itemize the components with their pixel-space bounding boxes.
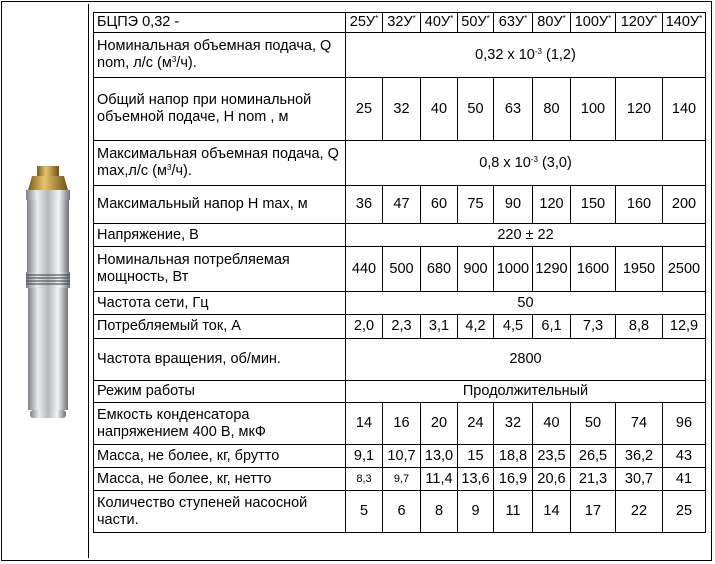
value-cell: 150 [571, 186, 616, 224]
value-cell: 2,0 [346, 315, 383, 339]
row-label: Масса, не более, кг, брутто [94, 445, 346, 468]
value-m3h: (3,0) [537, 154, 572, 171]
spec-row-stages [94, 491, 706, 533]
variant-header [383, 13, 421, 33]
row-label: Напряжение, В [94, 224, 346, 247]
value-cell: 22 [616, 491, 663, 533]
value-cell: 6 [383, 491, 421, 533]
value-cell: 50 [458, 78, 494, 141]
value-cell: 12,9 [663, 315, 706, 339]
value-cell: 5 [346, 491, 383, 533]
variant-mark: * [608, 14, 612, 23]
pump-upper-body [27, 200, 69, 272]
variant-mark: * [375, 14, 379, 23]
row-label: Потребляемый ток, А [94, 315, 346, 339]
value-cell: 43 [663, 445, 706, 468]
value-cell: 15 [458, 445, 494, 468]
merged-value-cell [346, 141, 706, 186]
variant-label: 50У [461, 14, 487, 30]
value-cell: 25 [663, 491, 706, 533]
row-label [94, 141, 346, 186]
value-cell: 100 [571, 78, 616, 141]
value-cell: 8,3 [346, 468, 383, 491]
variant-mark: * [699, 14, 703, 23]
value-cell: 40 [421, 78, 458, 141]
row-label: Частота сети, Гц [94, 292, 346, 315]
spec-row-capacitor [94, 403, 706, 445]
value-cell: 20 [421, 403, 458, 445]
label-text: /ч). [176, 55, 197, 71]
value-cell: 14 [346, 403, 383, 445]
model-label: БЦПЭ 0,32 - [94, 13, 346, 33]
value-cell: 440 [346, 247, 383, 292]
value-cell: 18,8 [494, 445, 533, 468]
spec-row-mass-gross [94, 445, 706, 468]
value-cell: 3,1 [421, 315, 458, 339]
value-cell: 63 [494, 78, 533, 141]
spec-row-power [94, 247, 706, 292]
value-cell: 120 [533, 186, 571, 224]
value-cell: 4,2 [458, 315, 494, 339]
value-cell: 36,2 [616, 445, 663, 468]
value-cell: 50 [571, 403, 616, 445]
value-cell: 2,3 [383, 315, 421, 339]
brass-head [28, 176, 68, 190]
value-cell: 500 [383, 247, 421, 292]
variant-label: 140У [665, 14, 700, 30]
spec-row-mode [94, 381, 706, 403]
value-cell: 11,4 [421, 468, 458, 491]
row-label: Частота вращения, об/мин. [94, 339, 346, 381]
spec-row-rotation [94, 339, 706, 381]
value-cell: 4,5 [494, 315, 533, 339]
spec-row-nominal-head [94, 78, 706, 141]
unit-exponent: 3 [167, 163, 172, 172]
variant-mark: * [412, 14, 416, 23]
variant-label: 25У [349, 14, 376, 30]
value-cell: 40 [533, 403, 571, 445]
value-cell: 9 [458, 491, 494, 533]
value-cell: 2500 [663, 247, 706, 292]
value-cell: 23,5 [533, 445, 571, 468]
variant-label: 63У [498, 14, 525, 30]
row-label: Номинальная потребляемая мощность, Вт [94, 247, 346, 292]
variant-mark: * [524, 14, 528, 23]
spec-row-current [94, 315, 706, 339]
value-cell: 10,7 [383, 445, 421, 468]
merged-value-cell: 2800 [346, 339, 706, 381]
row-label: Масса, не более, кг, нетто [94, 468, 346, 491]
value-cell: 24 [458, 403, 494, 445]
variant-label: 100У [574, 14, 609, 30]
pump-bottom-cap [30, 410, 66, 418]
value-cell: 1950 [616, 247, 663, 292]
pump-image-cell [4, 4, 89, 558]
variant-label: 80У [537, 14, 563, 30]
row-label: Общий напор при номинальной объемной подаче, H nom , м [94, 78, 346, 141]
value-cell: 96 [663, 403, 706, 445]
value-cell: 120 [616, 78, 663, 141]
merged-value-cell: 220 ± 22 [346, 224, 706, 247]
value-cell: 20,6 [533, 468, 571, 491]
label-text: /ч). [171, 163, 192, 179]
spec-row-voltage [94, 224, 706, 247]
value-cell: 900 [458, 247, 494, 292]
value-cell: 32 [383, 78, 421, 141]
variant-label: 120У [620, 14, 655, 30]
label-text: Номинальная объемная подача, Q nom, л/с (м [97, 38, 332, 71]
specification-table [93, 12, 706, 533]
value-cell: 17 [571, 491, 616, 533]
value-cell: 140 [663, 78, 706, 141]
value-cell: 41 [663, 468, 706, 491]
variant-header [421, 13, 458, 33]
variant-header [616, 13, 663, 33]
value-cell: 1290 [533, 247, 571, 292]
row-label: Количество ступеней насосной части. [94, 491, 346, 533]
value-cell: 60 [421, 186, 458, 224]
value-cell: 8,8 [616, 315, 663, 339]
row-label [94, 33, 346, 78]
value-cell: 25 [346, 78, 383, 141]
pump-motor-body [28, 288, 68, 410]
value-cell: 680 [421, 247, 458, 292]
value-cell: 11 [494, 491, 533, 533]
value-mantissa: 0,8 x 10 [479, 154, 531, 171]
merged-value-cell: 50 [346, 292, 706, 315]
value-cell: 1000 [494, 247, 533, 292]
value-cell: 7,3 [571, 315, 616, 339]
value-cell: 30,7 [616, 468, 663, 491]
spec-row-max-flow [94, 141, 706, 186]
spec-row-nominal-flow [94, 33, 706, 78]
value-exponent: -3 [534, 46, 542, 56]
row-label: Режим работы [94, 381, 346, 403]
variant-mark: * [450, 14, 454, 23]
value-cell: 16 [383, 403, 421, 445]
value-cell: 36 [346, 186, 383, 224]
pump-intake-grille [26, 272, 70, 288]
merged-value-cell: Продолжительный [346, 381, 706, 403]
value-cell: 90 [494, 186, 533, 224]
spec-row-max-head [94, 186, 706, 224]
value-cell: 13,0 [421, 445, 458, 468]
value-cell: 21,3 [571, 468, 616, 491]
value-cell: 9,7 [383, 468, 421, 491]
variant-label: 40У [424, 14, 451, 30]
value-mantissa: 0,32 x 10 [475, 46, 535, 63]
value-cell: 1600 [571, 247, 616, 292]
value-cell: 8 [421, 491, 458, 533]
variant-header [346, 13, 383, 33]
variant-mark: * [562, 14, 566, 23]
value-cell: 13,6 [458, 468, 494, 491]
spec-row-frequency [94, 292, 706, 315]
pump-top-cap [26, 190, 70, 200]
variant-label: 32У [387, 14, 413, 30]
value-cell: 200 [663, 186, 706, 224]
value-cell: 9,1 [346, 445, 383, 468]
value-cell: 32 [494, 403, 533, 445]
value-cell: 16,9 [494, 468, 533, 491]
unit-exponent: 3 [171, 55, 177, 64]
value-exponent: -3 [530, 154, 538, 164]
value-cell: 75 [458, 186, 494, 224]
variant-header [458, 13, 494, 33]
row-label: Максимальный напор H max, м [94, 186, 346, 224]
value-cell: 26,5 [571, 445, 616, 468]
value-m3h: (1,2) [541, 46, 576, 63]
variant-mark: * [486, 14, 490, 23]
spec-row-mass-net [94, 468, 706, 491]
label-text: Максимальная объемная подача, Q max,л/с (м [97, 146, 339, 179]
variant-mark: * [654, 14, 658, 23]
variant-header [494, 13, 533, 33]
merged-value-cell [346, 33, 706, 78]
value-cell: 74 [616, 403, 663, 445]
value-cell: 47 [383, 186, 421, 224]
value-cell: 14 [533, 491, 571, 533]
variant-header [571, 13, 616, 33]
header-row [94, 13, 706, 33]
value-cell: 6,1 [533, 315, 571, 339]
row-label: Емкость конденсатора напряжением 400 В, мкФ [94, 403, 346, 445]
value-cell: 160 [616, 186, 663, 224]
variant-header [533, 13, 571, 33]
brass-outlet [37, 166, 59, 176]
variant-header [663, 13, 706, 33]
submersible-pump-image [8, 160, 88, 430]
value-cell: 80 [533, 78, 571, 141]
